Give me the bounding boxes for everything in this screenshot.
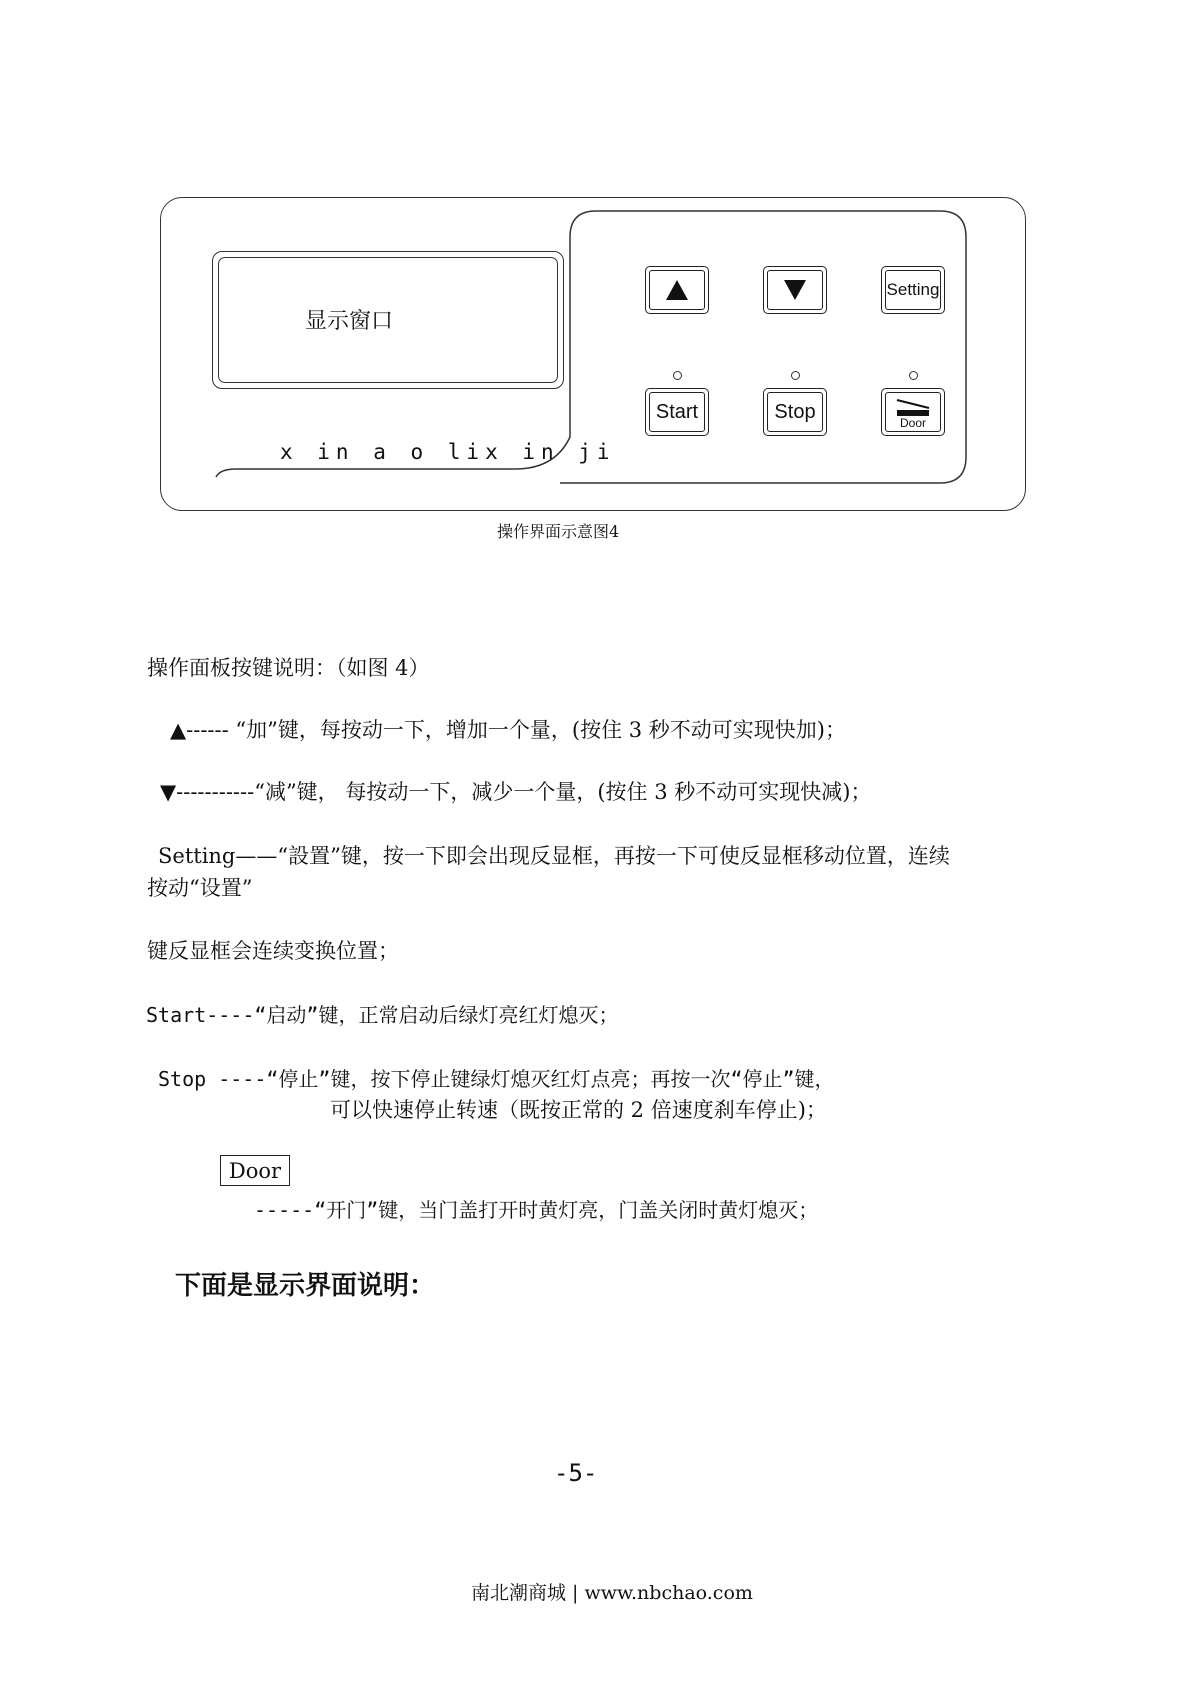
setting-button[interactable]: [881, 266, 945, 314]
stop-key-description-line1: Stop ----“停止”键，按下停止键绿灯熄灭红灯点亮；再按一次“停止”键，: [158, 1067, 835, 1091]
start-button[interactable]: [645, 388, 709, 436]
door-lid-icon: [893, 397, 933, 417]
stop-button[interactable]: [763, 388, 827, 436]
start-button-label: Start: [649, 392, 705, 432]
start-led: [673, 371, 682, 380]
up-button[interactable]: [645, 266, 709, 314]
key-intro: 操作面板按键说明：（如图 4）: [147, 656, 430, 680]
display-window-label: 显示窗口: [305, 309, 394, 334]
door-key-label-box: Door: [220, 1155, 290, 1186]
footer-text: 南北潮商城 | www.nbchao.com: [471, 1582, 753, 1604]
stop-key-description-line2: 可以快速停止转速（既按正常的 2 倍速度刹车停止)；: [330, 1098, 827, 1122]
stop-button-label: Stop: [767, 392, 823, 432]
door-key-description: -----“开门”键，当门盖打开时黄灯亮，门盖关闭时黄灯熄灭；: [254, 1198, 819, 1222]
down-triangle-icon: [783, 279, 807, 301]
setting-key-description-line3: 键反显框会连续变换位置；: [147, 939, 399, 963]
up-triangle-icon: [665, 279, 689, 301]
up-key-description: ▲------ “加”键，每按动一下，增加一个量，(按住 3 秒不动可实现快加)；: [170, 718, 846, 742]
door-button[interactable]: [881, 388, 945, 436]
door-led: [909, 371, 918, 380]
panel-caption: x in a o lix in ji: [280, 440, 616, 464]
figure-caption: 操作界面示意图4: [497, 522, 620, 541]
section-heading: 下面是显示界面说明：: [175, 1271, 436, 1301]
door-button-label: Door: [899, 416, 926, 430]
stop-led: [791, 371, 800, 380]
setting-button-label: Setting: [885, 270, 941, 310]
page-number: -5-: [554, 1459, 598, 1487]
setting-key-description-line1: Setting——“設置”键，按一下即会出现反显框，再按一下可使反显框移动位置，连续: [158, 844, 950, 868]
down-key-description: ▼-----------“减”键， 每按动一下，减少一个量，(按住 3 秒不动可实现快减)；: [160, 780, 872, 804]
down-button[interactable]: [763, 266, 827, 314]
start-key-description: Start----“启动”键，正常启动后绿灯亮红灯熄灭；: [146, 1003, 619, 1027]
setting-key-description-line2: 按动“设置”: [147, 876, 253, 900]
